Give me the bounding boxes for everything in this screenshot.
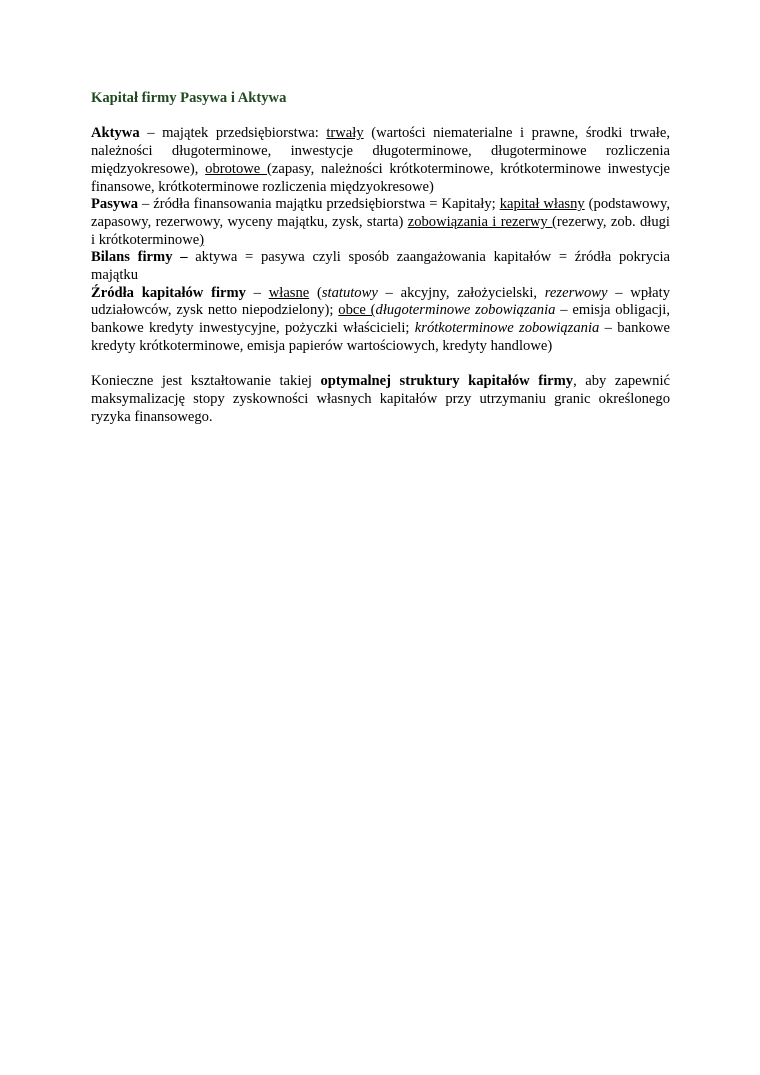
zrodla-rezerwowy: rezerwowy	[544, 284, 608, 301]
document-page	[91, 90, 670, 426]
pasywa-kapital-wlasny: kapitał własny	[499, 196, 585, 213]
zrodla-term: Źródła kapitałów firmy	[91, 284, 246, 301]
pasywa-term: Pasywa	[91, 196, 139, 213]
zrodla-dlugoterminowe: długoterminowe zobowiązania	[375, 302, 556, 319]
aktywa-text-2: (wartości niematerialne i prawne, środki trwałe, należności długoterminowe, inwestycje długoterminowe, długoterminowe rozliczenia międzyokresowe),	[91, 125, 670, 177]
pasywa-text-1: – źródła finansowania majątku przedsiębiorstwa = Kapitały;	[138, 196, 500, 213]
konieczne-text-1: Konieczne jest kształtowanie takiej	[91, 373, 321, 390]
zrodla-text-6: – bankowe kredyty krótkoterminowe, emisja papierów wartościowych, kredyty handlowe)	[91, 320, 670, 354]
konieczne-bold: optymalnej struktury kapitałów firmy	[320, 373, 574, 390]
pasywa-text-2: (podstawowy, zapasowy, rezerwowy, wyceny majątku, zysk, starta)	[91, 196, 670, 230]
aktywa-text-1: – majątek przedsiębiorstwa:	[139, 125, 327, 142]
paragraph-spacer	[91, 356, 670, 374]
pasywa-open-paren: (	[547, 213, 557, 230]
aktywa-obrotowe: obrotowe	[205, 160, 268, 177]
zrodla-statutowy: statutowy	[321, 284, 378, 301]
pasywa-close-paren: )	[199, 231, 205, 248]
pasywa-paragraph	[91, 196, 670, 249]
pasywa-zobowiazania: zobowiązania i rezerwy	[407, 213, 548, 230]
pasywa-text-3: rezerwy, zob. długi i krótkoterminowe	[91, 213, 670, 248]
aktywa-trwaly: trwały	[326, 125, 364, 142]
zrodla-text-4: – wpłaty udziałowców, zysk netto niepodzielony);	[91, 284, 670, 319]
document-title: Kapitał firmy Pasywa i Aktywa	[91, 90, 287, 106]
zrodla-text-1: –	[245, 284, 269, 301]
zrodla-text-5: – emisja obligacji, bankowe kredyty inwestycyjne, pożyczki właścicieli;	[91, 302, 671, 337]
zrodla-krotkoterminowe: krótkoterminowe zobowiązania	[414, 320, 600, 337]
aktywa-paragraph	[91, 125, 670, 196]
bilans-text-1: aktywa = pasywa czyli sposób zaangażowania kapitałów = źródła pokrycia majątku	[91, 249, 671, 284]
zrodla-wlasne: własne	[268, 284, 310, 301]
aktywa-text-3: (zapasy, należności krótkoterminowe, krótkoterminowe inwestycje finansowe, krótkoterminowe rozliczenia międzyokresowe)	[91, 160, 670, 195]
konieczne-text-2: , aby zapewnić maksymalizację stopy zyskowności własnych kapitałów przy utrzymaniu granic określonego ryzyka finansowego.	[91, 373, 670, 425]
konieczne-paragraph	[91, 373, 670, 426]
bilans-paragraph	[91, 249, 670, 284]
zrodla-text-3: – akcyjny, założycielski,	[377, 284, 545, 301]
bilans-term: Bilans firmy –	[91, 249, 188, 266]
zrodla-obce: obce (	[338, 302, 376, 319]
aktywa-term: Aktywa	[91, 125, 140, 142]
zrodla-paragraph	[91, 285, 670, 356]
zrodla-text-2: (	[309, 284, 322, 301]
